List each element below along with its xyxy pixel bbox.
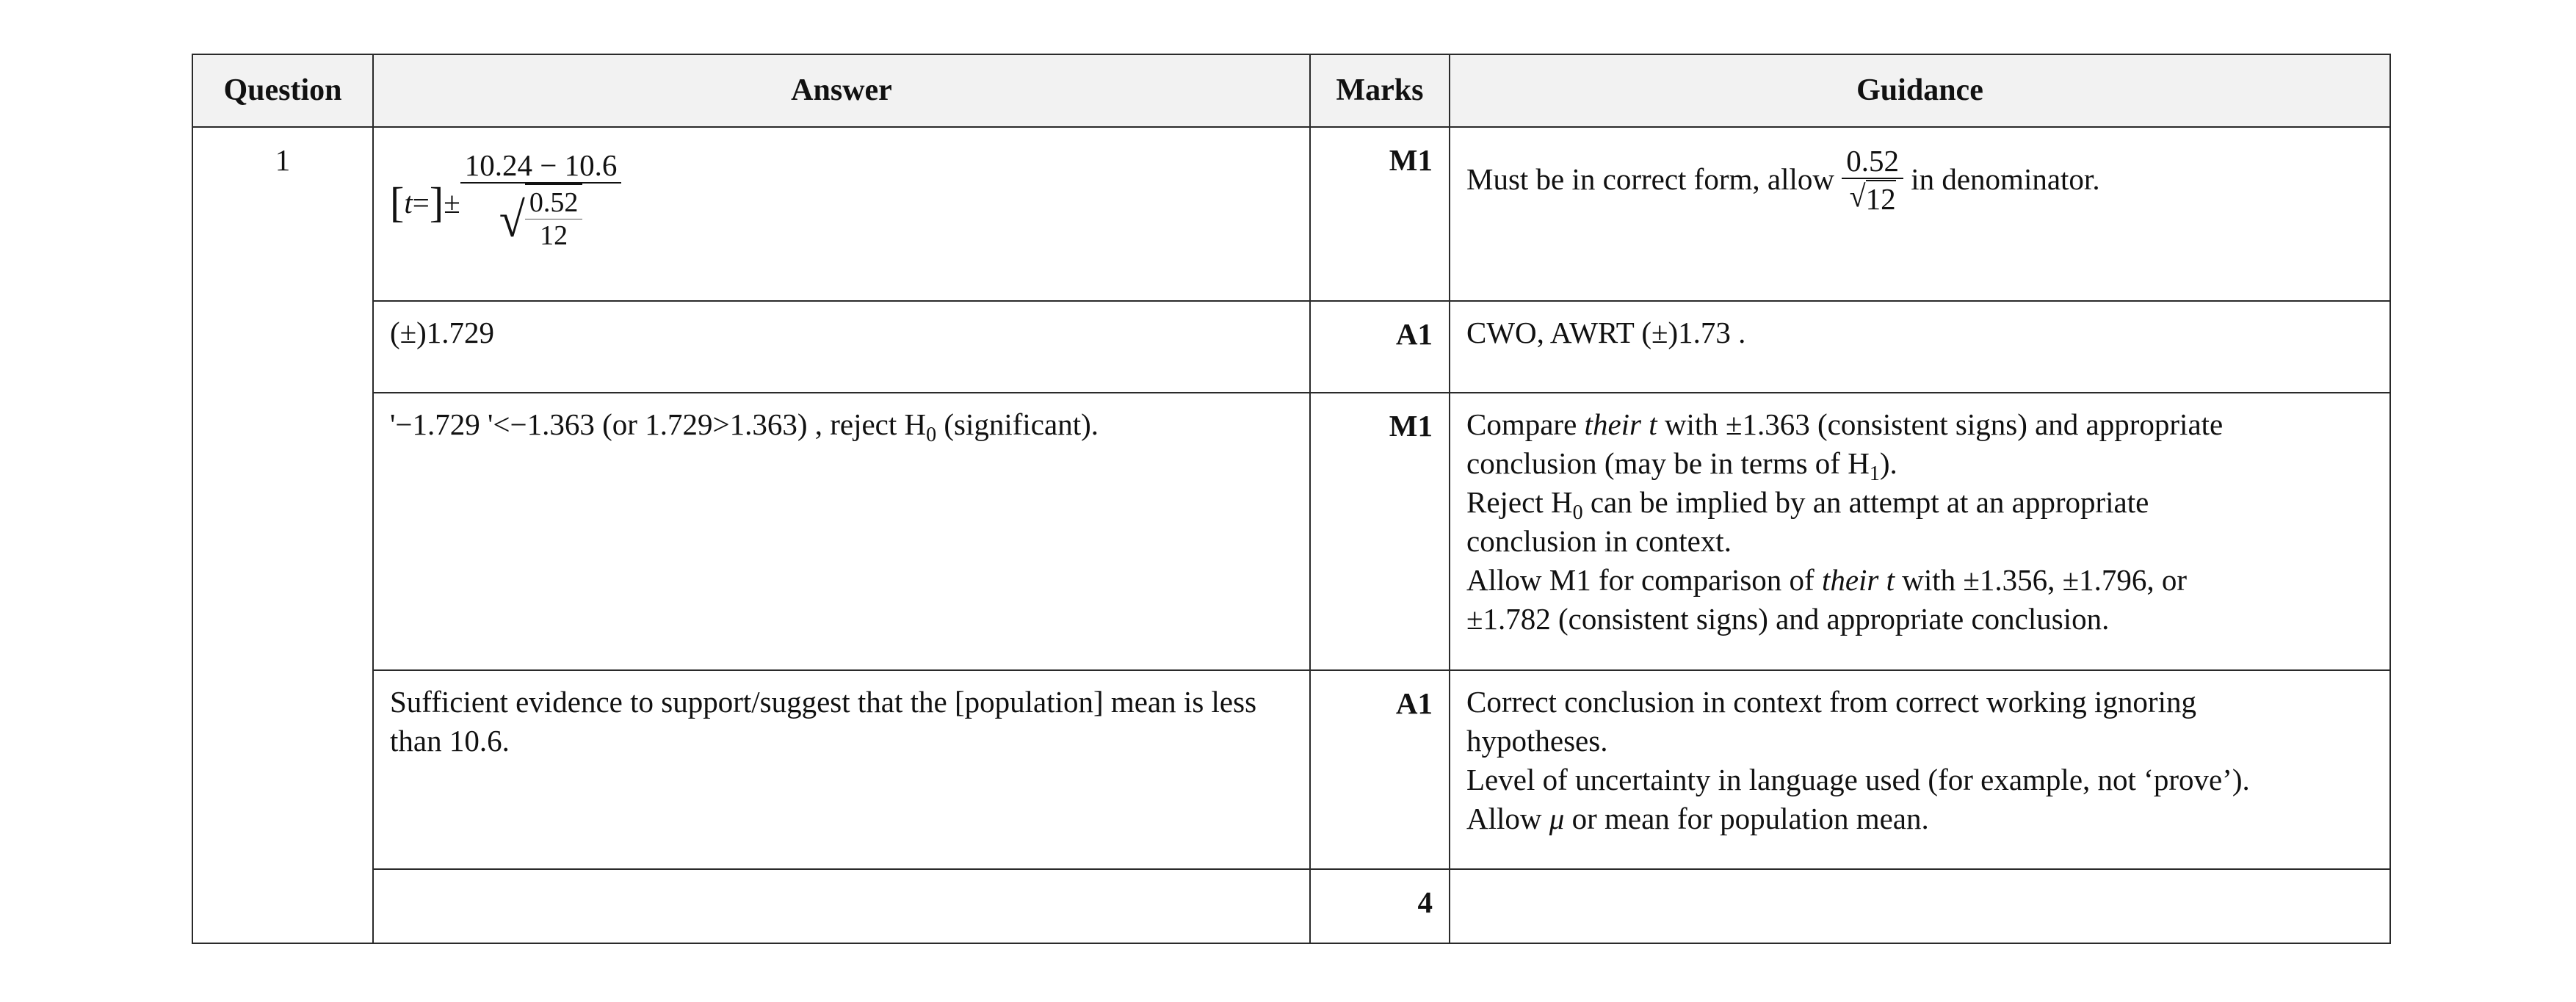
question-number: 1 [192,127,373,943]
guidance-text: with ±1.363 (consistent signs) and appropriate [1657,407,2224,441]
table-row [192,127,2390,301]
header-guidance: Guidance [1450,54,2390,127]
mark-cell: A1 [1310,670,1450,869]
total-row [192,869,2390,943]
answer-cell [373,393,1310,670]
fraction-numerator: 10.24 − 10.6 [460,148,622,184]
guidance-cell [1450,393,2390,670]
mark-cell: A1 [1310,301,1450,393]
guidance-line [1466,405,2373,444]
answer-subscript: 0 [926,424,937,447]
plus-minus: ± [444,185,460,219]
guidance-sqrt [1850,180,1896,215]
guidance-cell [1450,127,2390,301]
guidance-sqrt-radicand: 12 [1866,180,1896,215]
guidance-text: or mean for population mean. [1564,802,1929,835]
inner-denominator: 12 [540,220,568,251]
guidance-line: conclusion in context. [1466,524,1732,558]
guidance-cell: CWO, AWRT (±)1.73 . [1450,301,2390,393]
guidance-text: can be implied by an attempt at an appropriate [1582,485,2149,519]
mark-cell: M1 [1310,127,1450,301]
answer-cell [373,127,1310,301]
guidance-text: Compare [1466,407,1585,441]
guidance-text: Allow M1 for comparison of [1466,563,1822,597]
guidance-text: ). [1879,446,1897,480]
answer-text: '−1.729 '<−1.363 (or 1.729>1.363) , reject H [390,407,927,441]
guidance-fraction [1842,144,1903,215]
guidance-text: Allow [1466,802,1549,835]
table-row [192,393,2390,670]
mu-symbol: μ [1549,802,1565,835]
square-root [499,184,583,257]
guidance-subscript: 0 [1572,501,1583,525]
t-variable: t [404,185,413,219]
guidance-line: Level of uncertainty in language used (for example, not ‘prove’). [1466,763,2250,796]
mark-scheme-table [192,54,2391,944]
guidance-text: with ±1.356, ±1.796, or [1895,563,2188,597]
inner-fraction [525,186,583,252]
guidance-frac-den [1842,179,1903,215]
answer-cell: Sufficient evidence to support/suggest that the [population] mean is less than 10.6. [373,670,1310,869]
guidance-cell [1450,670,2390,869]
answer-cell [373,869,1310,943]
radical-sign-icon: √ [499,192,525,247]
inner-numerator: 0.52 [525,186,583,219]
answer-text-end: (significant). [936,407,1099,441]
t-statistic-formula [390,148,1293,257]
header-question: Question [192,54,373,127]
table-row [192,301,2390,393]
guidance-line [1466,799,2373,838]
bracket-close: ] [429,178,444,226]
radicand [525,184,583,257]
guidance-cell [1450,869,2390,943]
answer-cell: (±)1.729 [373,301,1310,393]
header-row [192,54,2390,127]
guidance-frac-num: 0.52 [1842,144,1903,179]
guidance-subscript: 1 [1869,462,1880,486]
header-marks: Marks [1310,54,1450,127]
guidance-line: ±1.782 (consistent signs) and appropriate conclusion. [1466,602,2110,636]
main-fraction [460,148,622,257]
guidance-text: conclusion (may be in terms of H [1466,446,1870,480]
guidance-italic-text: their t [1821,563,1895,597]
header-answer: Answer [373,54,1310,127]
fraction-denominator [460,184,622,257]
radical-sign-icon: √ [1849,178,1866,214]
mark-cell: M1 [1310,393,1450,670]
guidance-text-before: Must be in correct form, allow [1466,162,1842,196]
table-row [192,670,2390,869]
equals-sign: = [412,185,430,219]
total-marks: 4 [1310,869,1450,943]
guidance-italic-text: their t [1584,407,1657,441]
guidance-text: Reject H [1466,485,1573,519]
guidance-line [1466,444,2373,486]
guidance-text-after: in denominator. [1903,162,2100,196]
guidance-line [1466,561,2373,600]
bracket-open: [ [390,178,405,226]
guidance-line: hypotheses. [1466,724,1608,758]
guidance-line: Correct conclusion in context from correct working ignoring [1466,685,2196,719]
guidance-line [1466,483,2373,525]
